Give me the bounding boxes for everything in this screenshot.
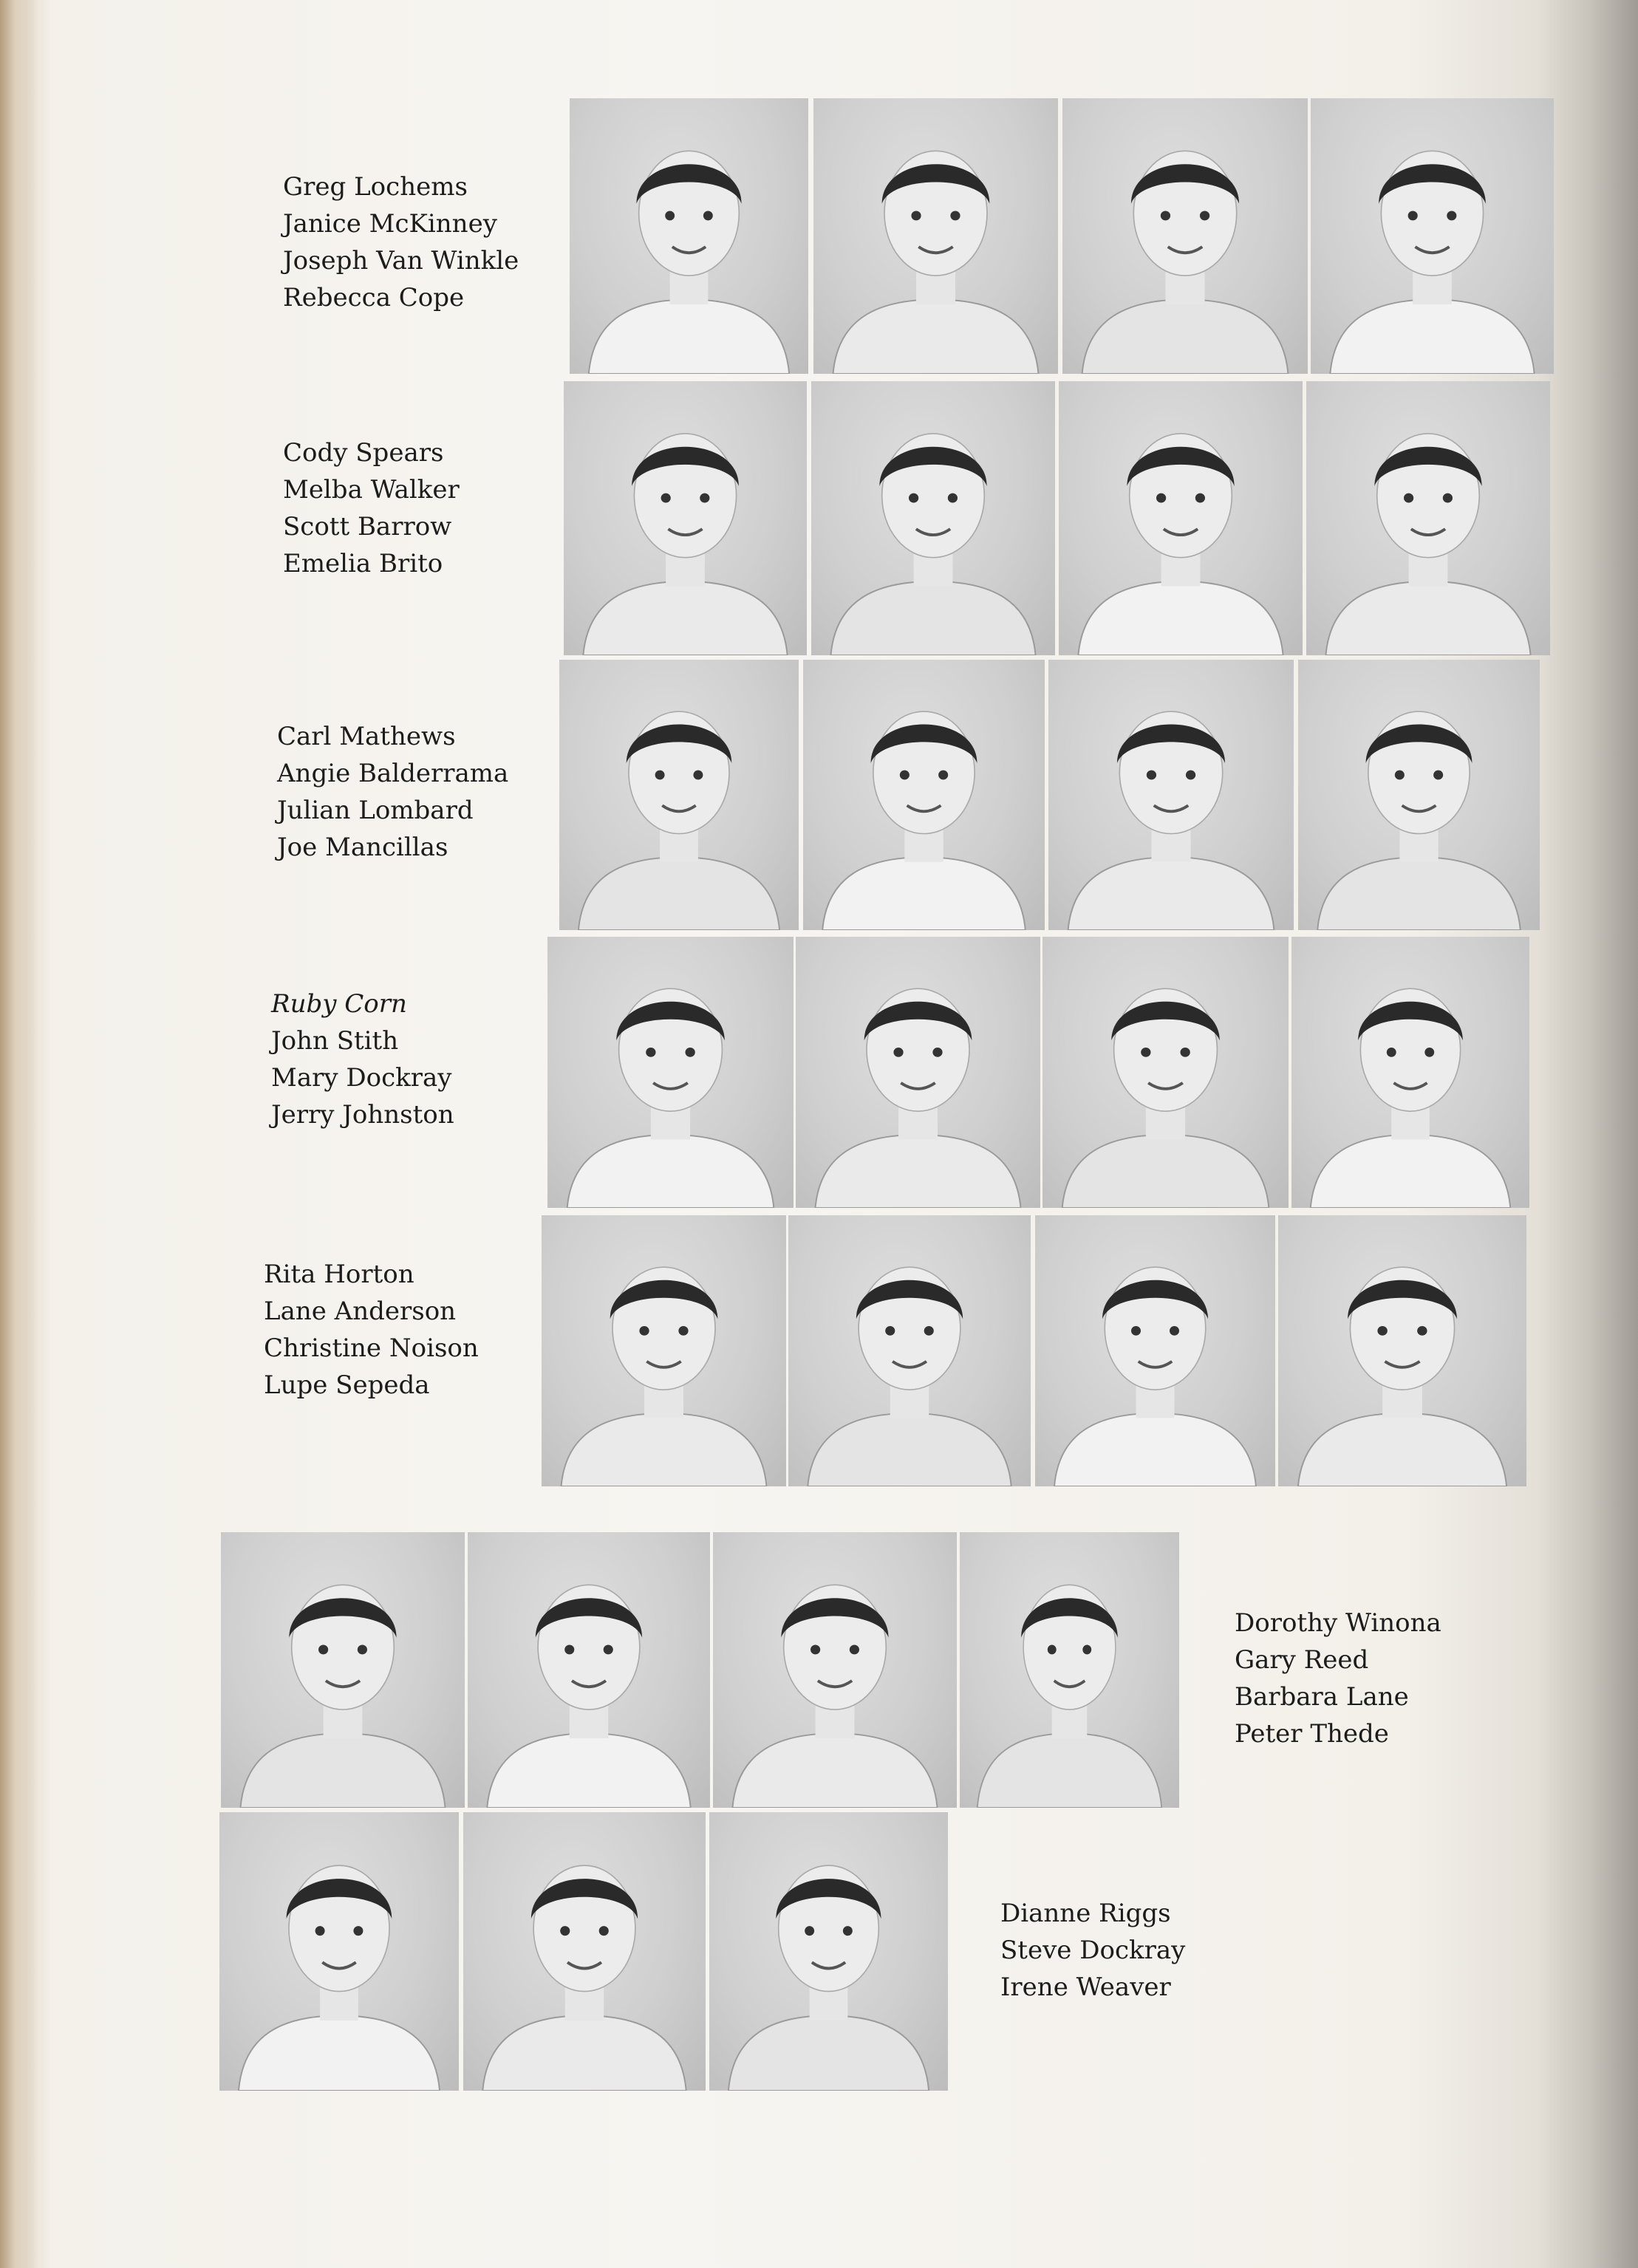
student-portrait [542, 1215, 786, 1486]
student-portrait [1035, 1215, 1275, 1486]
student-portrait [813, 98, 1058, 374]
portrait-silhouette-icon [1048, 660, 1294, 930]
student-portrait [570, 98, 808, 374]
portrait-silhouette-icon [564, 381, 807, 655]
portrait-silhouette-icon [796, 937, 1040, 1208]
student-name: Gary Reed [1235, 1645, 1369, 1675]
student-name: Ruby Corn [271, 989, 407, 1019]
portrait-silhouette-icon [1042, 937, 1289, 1208]
name-list-row-4 [271, 986, 454, 1133]
portrait-silhouette-icon [542, 1215, 786, 1486]
portrait-silhouette-icon [1035, 1215, 1275, 1486]
student-name: Cody Spears [283, 438, 444, 468]
portrait-silhouette-icon [709, 1812, 948, 2091]
student-name: Christine Noison [264, 1333, 479, 1363]
student-portrait [1291, 937, 1529, 1208]
name-list-row-1 [283, 168, 519, 316]
portrait-silhouette-icon [559, 660, 799, 930]
portrait-silhouette-icon [811, 381, 1055, 655]
student-portrait [1042, 937, 1289, 1208]
student-name: Carl Mathews [277, 722, 456, 751]
portrait-silhouette-icon [468, 1532, 710, 1808]
portrait-silhouette-icon [1306, 381, 1550, 655]
book-spine-edge [0, 0, 38, 2268]
student-name: Lupe Sepeda [264, 1370, 430, 1400]
student-portrait [547, 937, 794, 1208]
student-name: Janice McKinney [283, 209, 497, 239]
student-portrait [709, 1812, 948, 2091]
student-portrait [468, 1532, 710, 1808]
student-name: Emelia Brito [283, 549, 443, 578]
student-portrait [1048, 660, 1294, 930]
student-portrait [796, 937, 1040, 1208]
student-portrait [960, 1532, 1179, 1808]
portrait-silhouette-icon [570, 98, 808, 374]
student-name: Jerry Johnston [271, 1100, 454, 1130]
student-name: Steve Dockray [1000, 1936, 1186, 1965]
portrait-silhouette-icon [788, 1215, 1031, 1486]
name-list-row-2 [283, 434, 460, 582]
portrait-silhouette-icon [1298, 660, 1540, 930]
portrait-silhouette-icon [803, 660, 1045, 930]
student-portrait [803, 660, 1045, 930]
student-name: Rita Horton [264, 1260, 414, 1289]
student-portrait [1311, 98, 1554, 374]
student-portrait [1062, 98, 1308, 374]
student-name: Angie Balderrama [277, 759, 509, 788]
portrait-silhouette-icon [1311, 98, 1554, 374]
name-list-row-3 [277, 718, 508, 866]
portrait-silhouette-icon [960, 1532, 1179, 1808]
student-name: Greg Lochems [283, 172, 468, 202]
student-name: Dianne Riggs [1000, 1899, 1171, 1928]
portrait-silhouette-icon [713, 1532, 957, 1808]
student-name: Mary Dockray [271, 1063, 452, 1093]
portrait-silhouette-icon [547, 937, 794, 1208]
student-portrait [559, 660, 799, 930]
portrait-silhouette-icon [221, 1532, 465, 1808]
student-name: Julian Lombard [277, 796, 474, 825]
portrait-silhouette-icon [1059, 381, 1303, 655]
student-name: Irene Weaver [1000, 1972, 1171, 2002]
name-list-row-5 [264, 1256, 479, 1404]
portrait-silhouette-icon [1062, 98, 1308, 374]
student-name: Dorothy Winona [1235, 1608, 1441, 1638]
student-portrait [221, 1532, 465, 1808]
student-name: Joseph Van Winkle [283, 246, 519, 276]
student-portrait [788, 1215, 1031, 1486]
student-name: Scott Barrow [283, 512, 452, 542]
student-portrait [713, 1532, 957, 1808]
student-portrait [1059, 381, 1303, 655]
name-list-row-7 [1000, 1895, 1185, 2006]
student-portrait [1306, 381, 1550, 655]
portrait-silhouette-icon [219, 1812, 459, 2091]
student-portrait [219, 1812, 459, 2091]
student-name: Rebecca Cope [283, 283, 465, 312]
student-portrait [1278, 1215, 1526, 1486]
portrait-silhouette-icon [463, 1812, 706, 2091]
student-name: Barbara Lane [1235, 1682, 1409, 1712]
student-name: Peter Thede [1235, 1719, 1389, 1749]
student-portrait [564, 381, 807, 655]
portrait-silhouette-icon [1291, 937, 1529, 1208]
student-portrait [463, 1812, 706, 2091]
name-list-row-6 [1235, 1605, 1441, 1752]
student-name: John Stith [271, 1026, 399, 1056]
student-name: Melba Walker [283, 475, 460, 505]
portrait-silhouette-icon [1278, 1215, 1526, 1486]
student-portrait [1298, 660, 1540, 930]
student-portrait [811, 381, 1055, 655]
student-name: Lane Anderson [264, 1297, 457, 1326]
student-name: Joe Mancillas [277, 833, 448, 862]
portrait-silhouette-icon [813, 98, 1058, 374]
